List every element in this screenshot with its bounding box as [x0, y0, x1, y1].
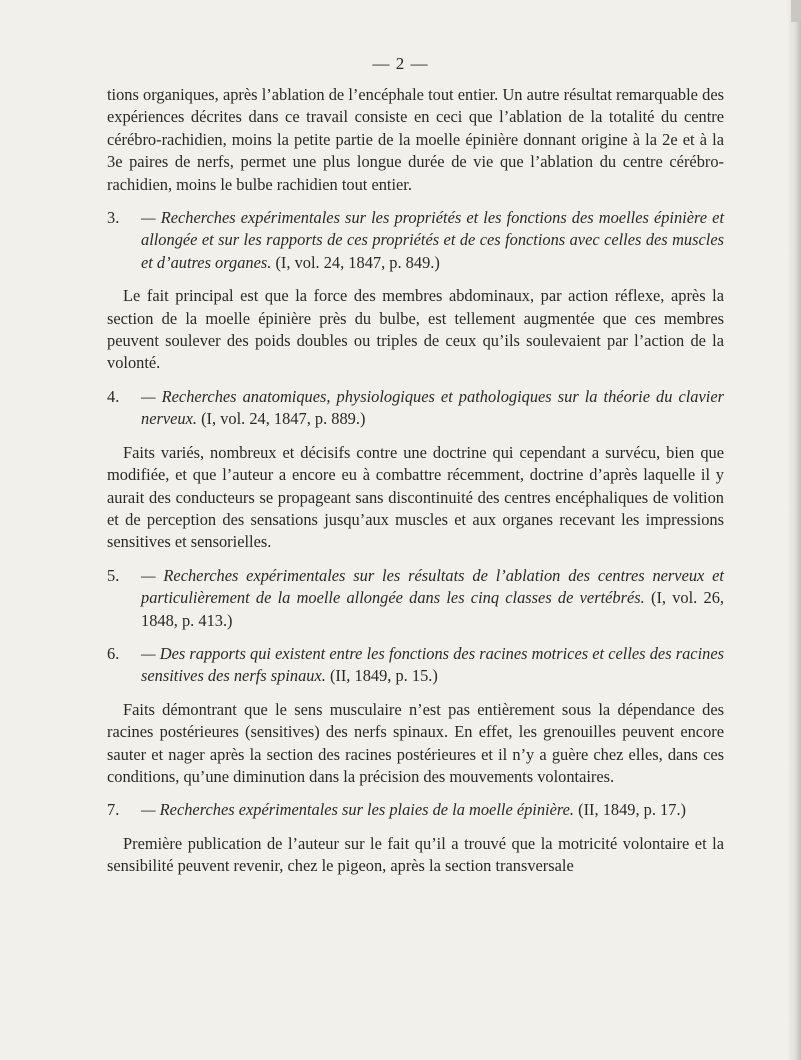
- page-corner: [791, 0, 801, 22]
- entry-title: — Des rapports qui existent entre les fonctions des racines motrices et celles des racines sensitives des nerfs spinaux.: [141, 643, 724, 686]
- entry-number: 5.: [107, 565, 120, 585]
- entry-citation: [107, 643, 724, 688]
- entry-description: Faits variés, nombreux et décisifs contre une doctrine qui cependant a survécu, bien que modifiée, et que l’auteur a encore eu à combattre récemment, doctrine d’après laquelle il y aurait des conducteurs se propageant sans discontinuité des centres encéphaliques de volition et de perception des sensations jusqu’aux muscles et aux organes recevant les impressions sensitives et sensorielles.: [107, 442, 724, 552]
- entry-description: Faits démontrant que le sens musculaire n’est pas entièrement sous la dépendance des racines postérieures (sensitives) des nerfs spinaux. En effet, les grenouilles peuvent encore sauter et nager après la section des racines postérieures et il n’y a guère chez elles, dans ces conditions, qu’une diminution dans la précision des mouvements volontaires.: [107, 699, 724, 786]
- entry-citation: [107, 386, 724, 431]
- publication-entry-5: [107, 565, 724, 632]
- entry-title: — Recherches expérimentales sur les plaies de la moelle épinière.: [141, 800, 575, 820]
- entry-citation: [107, 799, 724, 821]
- entry-title: — Recherches anatomiques, physiologiques et pathologiques sur la théorie du clavier nerveux.: [141, 386, 724, 429]
- entry-title: — Recherches expérimentales sur les résultats de l’ablation des centres nerveux et particulièrement de la moelle allongée dans les cinq classes de vertébrés.: [141, 565, 724, 608]
- publication-entry-4: [107, 386, 724, 554]
- publication-entry-6: [107, 643, 724, 788]
- entry-description: Le fait principal est que la force des membres abdominaux, par action réflexe, après la section de la moelle épinière près du bulbe, est tellement augmentée que ces membres peuvent soulever des poids doubles ou triples de ceux qu’ils soulevaient par l’action de la volonté.: [107, 286, 724, 373]
- entry-description: Première publication de l’auteur sur le fait qu’il a trouvé que la motricité volontaire et la sensibilité peuvent revenir, chez le pigeon, après la section transversale: [107, 833, 724, 876]
- entry-citation: [107, 207, 724, 274]
- entry-number: 3.: [107, 208, 120, 228]
- document-body: [107, 84, 724, 889]
- entry-reference: (I, vol. 24, 1847, p. 849.): [275, 252, 440, 272]
- continued-paragraph: tions organiques, après l’ablation de l’encéphale tout entier. Un autre résultat remarquable des expériences décrites dans ce travail consiste en ceci que l’ablation de la totalité du centre cérébro-rachidien, moins la petite partie de la moelle épinière donnant origine à la 2e et à la 3e paires de nerfs, permet une plus longue durée de vie que l’ablation du centre cérébro-rachidien, moins le bulbe rachidien tout entier.: [107, 85, 724, 194]
- entry-number: 4.: [107, 386, 120, 406]
- entry-number: 7.: [107, 800, 120, 820]
- entry-citation: [107, 565, 724, 632]
- entry-reference: (I, vol. 24, 1847, p. 889.): [201, 409, 366, 429]
- entry-reference: (I, vol. 26, 1848, p. 413.): [141, 588, 725, 630]
- page-number: — 2 —: [372, 54, 429, 73]
- entry-number: 6.: [107, 643, 120, 663]
- page-edge-shadow: [787, 0, 801, 1060]
- entry-reference: (II, 1849, p. 17.): [578, 800, 687, 820]
- entry-reference: (II, 1849, p. 15.): [329, 666, 438, 686]
- entry-title: — Recherches expérimentales sur les propriétés et les fonctions des moelles épinière et allongée et sur les rapports de ces propriétés et de ces fonctions avec celles des muscles et d’autres organes.: [141, 208, 724, 272]
- publication-entry-7: [107, 799, 724, 877]
- publication-entry-3: [107, 207, 724, 375]
